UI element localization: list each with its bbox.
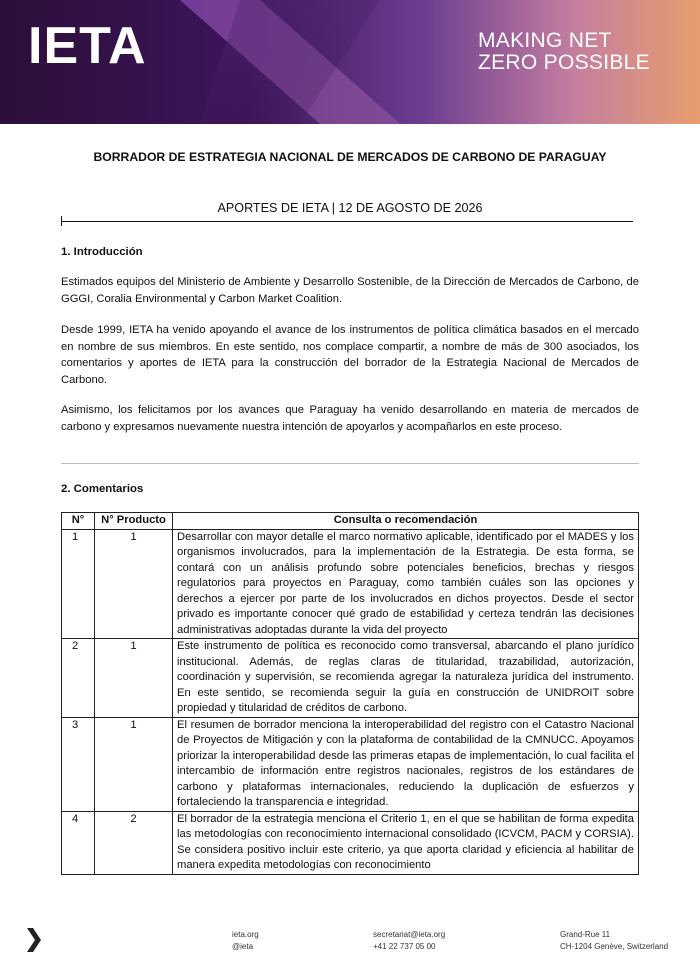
table-header-row [62, 513, 639, 530]
chevron-right-icon [27, 928, 41, 952]
row-recommendation: Desarrollar con mayor detalle el marco normativo aplicable, identificado por el MADES y los organismos involucrados, para la implementación de la Estrategia. De esta forma, se contará con un análisis profundo sobre potenciales beneficios, brechas y riesgos regulatorios para proyectos en Paraguay, como también cuáles son las opciones y derechos a ejercer por parte de los involucrados en dichos proyectos. Desde el sector privado es importante conocer qué grado de estabilidad y certeza tendrán las decisiones administrativas adoptadas durante la vida del proyecto [173, 529, 639, 639]
table-row [62, 717, 639, 811]
header-product: N° Producto [95, 513, 173, 530]
intro-paragraph-2: Desde 1999, IETA ha venido apoyando el avance de los instrumentos de política climática basados en el mercado en nombre de sus miembros. En este sentido, nos complace compartir, a nombre de más de 300 asociados, los comentarios y aportes de IETA para la construcción del borrador de la Estrategia Nacional de Mercados de Carbono. [61, 324, 639, 386]
header-recommendation: Consulta o recomendación [173, 513, 639, 530]
tagline-line-2: ZERO POSSIBLE [478, 51, 650, 74]
document-subtitle: APORTES DE IETA | 12 DE AGOSTO DE 2026 [217, 201, 483, 215]
intro-paragraph-3: Asimismo, los felicitamos por los avances que Paraguay ha venido desarrollando en materia de mercados de carbono y expresamos nuevamente nuestra intención de apoyarlos y acompañarlos en este proceso. [61, 404, 639, 433]
row-product: 1 [95, 717, 173, 811]
row-recommendation: El borrador de la estrategia menciona el Criterio 1, en el que se habilitan de forma expedita las metodologías con reconocimiento internacional consolidado (ICVCM, PACM y CORSIA). Se considera positivo incluir este criterio, ya que aporta claridad y eficiencia al habilitar de manera expedita metodologías con reconocimiento [173, 811, 639, 874]
row-recommendation: Este instrumento de política es reconocido como transversal, abarcando el plano jurídico institucional. Además, de reglas claras de titularidad, trazabilidad, autorización, coordinación y supervisión, se recomienda agregar la naturaleza jurídica del instrumento. En este sentido, se recomienda seguir la guía en construcción de UNIDROIT sobre propiedad y titularidad de créditos de carbono. [173, 639, 639, 718]
intro-paragraph-1: Estimados equipos del Ministerio de Ambiente y Desarrollo Sostenible, de la Dirección de Mercados de Carbono, de GGGI, Coralia Environmental y Carbon Market Coalition. [61, 276, 639, 305]
document-title: BORRADOR DE ESTRATEGIA NACIONAL DE MERCADOS DE CARBONO DE PARAGUAY [93, 150, 607, 164]
row-number: 3 [62, 717, 95, 811]
table-row [62, 811, 639, 874]
table-row [62, 639, 639, 718]
section-2-heading: 2. Comentarios [61, 483, 144, 495]
footer-address-line-2: CH-1204 Genève, Switzerland [560, 942, 669, 951]
section-divider [61, 463, 639, 464]
footer-address-line-1: Grand-Rue 11 [560, 930, 611, 939]
footer-website-link[interactable]: ieta.org [232, 930, 259, 939]
row-product: 1 [95, 529, 173, 639]
row-number: 2 [62, 639, 95, 718]
tagline-line-1: MAKING NET [478, 29, 612, 52]
footer-social-handle[interactable]: @ieta [232, 942, 254, 951]
footer-address [560, 929, 668, 953]
ieta-logo: IETA [28, 17, 147, 75]
tagline [478, 30, 668, 74]
row-product: 1 [95, 639, 173, 718]
header-banner [0, 0, 700, 124]
page-footer [0, 920, 700, 978]
table-row [62, 529, 639, 639]
title-divider [61, 221, 633, 222]
footer-contact [373, 929, 445, 953]
row-recommendation: El resumen de borrador menciona la interoperabilidad del registro con el Catastro Nacional de Proyectos de Mitigación y con la plataforma de contabilidad de la CMNUCC. Apoyamos priorizar la interoperabilidad desde las primeras etapas de implementación, lo cual facilita el intercambio de información entre registros nacionales, registros de los estándares de carbono y plataformas internacionales, reduciendo la duplicación de esfuerzos y fortaleciendo la transparencia e integridad. [173, 717, 639, 811]
title-divider-tick [61, 216, 62, 226]
footer-web [232, 929, 259, 953]
footer-email-link[interactable]: secretariat@ieta.org [373, 930, 446, 939]
row-number: 4 [62, 811, 95, 874]
comments-table [61, 512, 639, 875]
row-number: 1 [62, 529, 95, 639]
section-1-heading: 1. Introducción [61, 246, 143, 258]
footer-phone: +41 22 737 05 00 [373, 942, 436, 951]
row-product: 2 [95, 811, 173, 874]
header-number: N° [62, 513, 95, 530]
